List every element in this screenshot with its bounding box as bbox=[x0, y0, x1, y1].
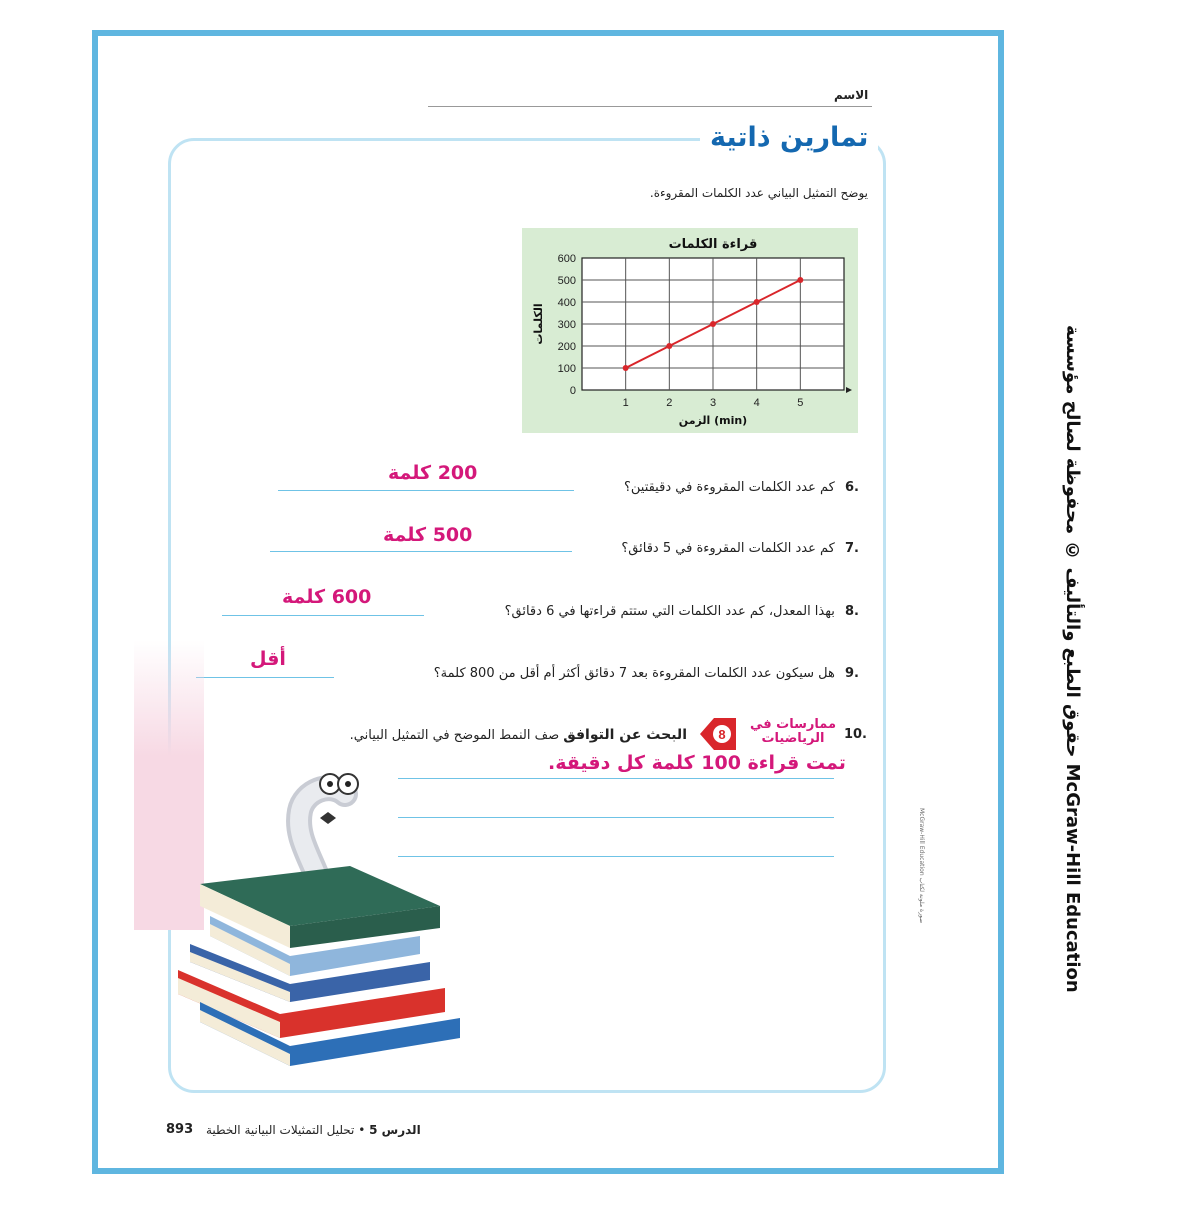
answer-6: 200 كلمة bbox=[388, 462, 478, 484]
copyright-side-text: حقوق الطبع والتأليف © محفوظة لصالح مؤسسة McGraw-Hill Education bbox=[1062, 325, 1083, 993]
y-tick-label: 0 bbox=[569, 385, 576, 397]
y-tick-label: 500 bbox=[557, 275, 576, 287]
data-point bbox=[623, 365, 629, 371]
page-title: تمارين ذاتية bbox=[700, 122, 878, 153]
x-tick-label: 3 bbox=[709, 397, 717, 409]
y-tick-label: 100 bbox=[557, 363, 576, 375]
image-credit: McGraw-Hill Education صورة ملونة لكتاب bbox=[918, 808, 925, 924]
footer-lesson-label: الدرس 5 bbox=[369, 1123, 421, 1137]
x-tick-label: 2 bbox=[666, 397, 673, 409]
math-practice-badge-icon bbox=[698, 716, 738, 752]
question-6 bbox=[624, 480, 859, 495]
data-point bbox=[797, 277, 803, 283]
question-number: .6 bbox=[845, 480, 859, 495]
question-number: .10 bbox=[843, 727, 867, 742]
answer-7: 500 كلمة bbox=[383, 524, 473, 546]
page-number: 893 bbox=[166, 1122, 194, 1137]
x-tick-label: 1 bbox=[622, 397, 629, 409]
bookworm-books-illustration bbox=[170, 766, 480, 1076]
question-10 bbox=[838, 727, 867, 742]
question-number: .9 bbox=[845, 666, 859, 681]
y-tick-label: 200 bbox=[557, 341, 576, 353]
answer-line[interactable] bbox=[270, 551, 572, 552]
math-practice-label: ممارسات في الرياضيات bbox=[749, 717, 837, 746]
answer-line[interactable] bbox=[196, 677, 334, 678]
name-line bbox=[428, 106, 872, 107]
question-number: .7 bbox=[845, 541, 859, 556]
x-axis-label: الزمن (min) bbox=[678, 414, 748, 427]
answer-10: تمت قراءة 100 كلمة كل دقيقة. bbox=[548, 752, 846, 774]
question-10-text bbox=[350, 727, 687, 743]
y-tick-label: 300 bbox=[557, 319, 576, 331]
answer-9: أقل bbox=[250, 648, 286, 670]
words-chart bbox=[522, 228, 858, 433]
footer-lesson bbox=[206, 1123, 421, 1137]
badge-number: 8 bbox=[718, 727, 726, 742]
question-8 bbox=[505, 604, 859, 619]
question-text: كم عدد الكلمات المقروءة في 5 دقائق؟ bbox=[621, 541, 835, 556]
question-text: صف النمط الموضح في التمثيل البياني. bbox=[349, 728, 560, 743]
question-text: كم عدد الكلمات المقروءة في دقيقتين؟ bbox=[623, 480, 835, 495]
question-9 bbox=[434, 666, 859, 681]
footer-separator: • bbox=[358, 1123, 366, 1137]
question-text: هل سيكون عدد الكلمات المقروءة بعد 7 دقائق أكثر أم أقل من 800 كلمة؟ bbox=[433, 666, 835, 681]
footer-topic: تحليل التمثيلات البيانية الخطية bbox=[206, 1123, 355, 1137]
question-text: بهذا المعدل، كم عدد الكلمات التي ستتم قراءتها في 6 دقائق؟ bbox=[504, 604, 835, 619]
question-number: .8 bbox=[845, 604, 859, 619]
answer-line[interactable] bbox=[222, 615, 424, 616]
chart-title: قراءة الكلمات bbox=[668, 237, 758, 252]
y-tick-label: 400 bbox=[557, 297, 576, 309]
data-point bbox=[710, 321, 716, 327]
name-label: الاسم bbox=[834, 88, 869, 102]
chart-svg bbox=[522, 228, 858, 433]
x-tick-label: 5 bbox=[797, 397, 804, 409]
intro-text: يوضح التمثيل البياني عدد الكلمات المقروءة. bbox=[649, 186, 868, 200]
section-heading: البحث عن التوافق bbox=[563, 727, 687, 743]
data-point bbox=[666, 343, 672, 349]
x-tick-label: 4 bbox=[753, 397, 760, 409]
data-point bbox=[754, 299, 760, 305]
y-axis-label: الكلمات bbox=[532, 303, 545, 345]
question-7 bbox=[621, 541, 859, 556]
answer-8: 600 كلمة bbox=[282, 586, 372, 608]
answer-line[interactable] bbox=[278, 490, 574, 491]
x-axis-arrow bbox=[846, 387, 852, 393]
y-tick-label: 600 bbox=[557, 253, 576, 265]
